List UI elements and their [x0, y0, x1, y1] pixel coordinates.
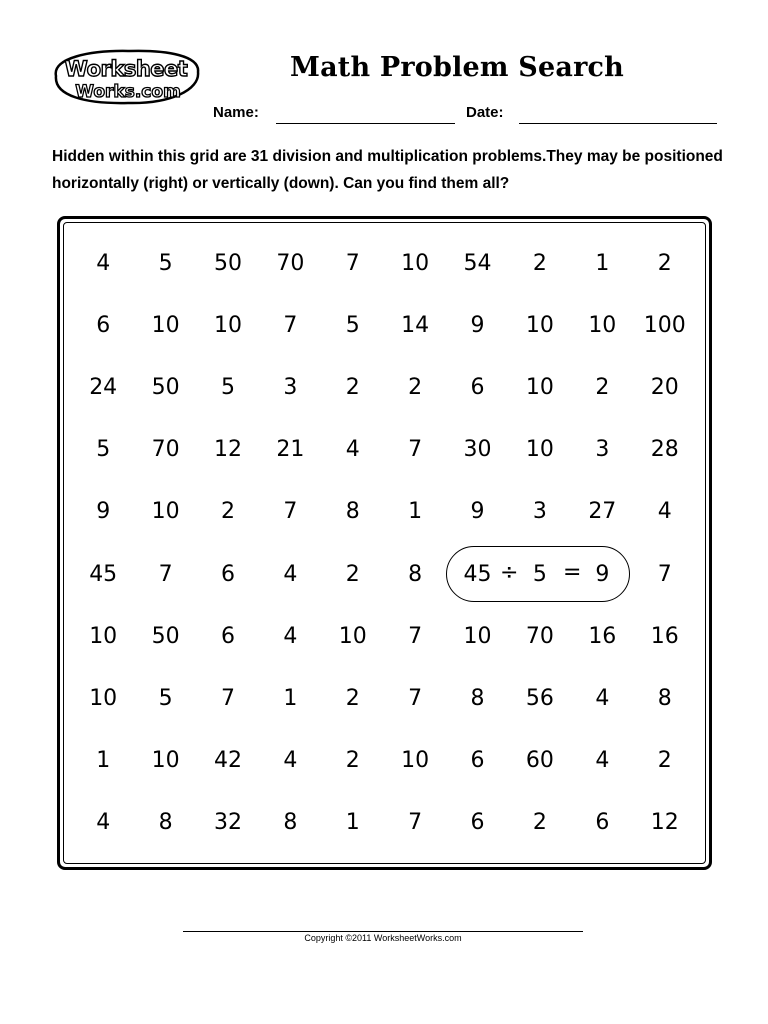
grid-cell[interactable]: 6	[220, 623, 235, 649]
grid-cell[interactable]: 3	[532, 499, 547, 525]
grid-cell[interactable]: 7	[408, 685, 423, 711]
date-field[interactable]	[519, 123, 717, 124]
grid-cell[interactable]: 10	[463, 623, 492, 649]
grid-cell[interactable]: 70	[525, 623, 554, 649]
grid-cell[interactable]: 6	[96, 312, 111, 338]
grid-cell[interactable]: 6	[470, 374, 485, 400]
grid-cell[interactable]: 7	[220, 685, 235, 711]
grid-cell[interactable]: 6	[470, 748, 485, 774]
grid-cell[interactable]: 10	[338, 623, 367, 649]
grid-cell[interactable]: 2	[345, 748, 360, 774]
grid-cell[interactable]: 12	[213, 437, 242, 463]
grid-cell[interactable]: 2	[345, 685, 360, 711]
number-grid	[72, 232, 696, 856]
grid-cell[interactable]: 45	[463, 561, 492, 587]
grid-cell[interactable]: 50	[213, 250, 242, 276]
grid-cell[interactable]: 30	[463, 437, 492, 463]
grid-cell[interactable]: 7	[283, 312, 298, 338]
grid-cell[interactable]: 8	[408, 561, 423, 587]
grid-cell[interactable]: 6	[470, 810, 485, 836]
grid-cell[interactable]: 10	[525, 374, 554, 400]
grid-cell[interactable]: 1	[408, 499, 423, 525]
grid-cell[interactable]: 8	[345, 499, 360, 525]
grid-cell[interactable]: 10	[213, 312, 242, 338]
logo-text-line2: Works.com	[75, 82, 181, 102]
instructions-text: Hidden within this grid are 31 division and multiplication problems.They may be positioned horizontally (right) or vertically (down). Can you find them all?	[52, 148, 723, 192]
grid-cell[interactable]: 5	[158, 685, 173, 711]
example-divide-symbol: ÷	[500, 560, 519, 585]
grid-cell[interactable]: 27	[588, 499, 617, 525]
grid-cell[interactable]: 2	[657, 748, 672, 774]
name-label: Name:	[213, 104, 259, 121]
grid-cell[interactable]: 21	[276, 437, 305, 463]
grid-cell[interactable]: 9	[470, 499, 485, 525]
grid-cell[interactable]: 6	[595, 810, 610, 836]
grid-cell[interactable]: 54	[463, 250, 492, 276]
grid-cell[interactable]: 7	[408, 623, 423, 649]
grid-cell[interactable]: 1	[96, 748, 111, 774]
grid-cell[interactable]: 10	[588, 312, 617, 338]
grid-cell[interactable]: 24	[89, 374, 118, 400]
grid-cell[interactable]: 100	[643, 312, 686, 338]
grid-cell[interactable]: 70	[151, 437, 180, 463]
grid-cell[interactable]: 7	[657, 561, 672, 587]
grid-cell[interactable]: 4	[283, 748, 298, 774]
grid-cell[interactable]: 42	[213, 748, 242, 774]
grid-cell[interactable]: 5	[532, 561, 547, 587]
grid-cell[interactable]: 10	[89, 623, 118, 649]
grid-cell[interactable]: 4	[283, 561, 298, 587]
grid-cell[interactable]: 4	[96, 250, 111, 276]
grid-cell[interactable]: 9	[470, 312, 485, 338]
grid-cell[interactable]: 12	[650, 810, 679, 836]
grid-cell[interactable]: 5	[345, 312, 360, 338]
grid-cell[interactable]: 1	[345, 810, 360, 836]
worksheet-title: Math Problem Search	[290, 52, 624, 83]
grid-cell[interactable]: 45	[89, 561, 118, 587]
grid-cell[interactable]: 2	[408, 374, 423, 400]
grid-cell[interactable]: 9	[595, 561, 610, 587]
grid-cell[interactable]: 3	[595, 437, 610, 463]
grid-cell[interactable]: 1	[595, 250, 610, 276]
date-label: Date:	[466, 104, 504, 121]
grid-cell[interactable]: 2	[657, 250, 672, 276]
logo-text-line1: Worksheet	[64, 57, 188, 81]
grid-cell[interactable]: 3	[283, 374, 298, 400]
grid-cell[interactable]: 7	[283, 499, 298, 525]
grid-cell[interactable]: 10	[151, 312, 180, 338]
grid-cell[interactable]: 2	[532, 810, 547, 836]
grid-cell[interactable]: 1	[283, 685, 298, 711]
grid-cell[interactable]: 28	[650, 437, 679, 463]
grid-cell[interactable]: 32	[213, 810, 242, 836]
grid-cell[interactable]: 14	[401, 312, 430, 338]
grid-cell[interactable]: 4	[283, 623, 298, 649]
grid-cell[interactable]: 7	[408, 437, 423, 463]
grid-cell[interactable]: 6	[220, 561, 235, 587]
grid-cell[interactable]: 16	[588, 623, 617, 649]
copyright-text: Copyright ©2011 WorksheetWorks.com	[304, 933, 462, 943]
grid-cell[interactable]: 4	[595, 748, 610, 774]
grid-cell[interactable]: 10	[151, 499, 180, 525]
grid-cell[interactable]: 16	[650, 623, 679, 649]
grid-cell[interactable]: 60	[525, 748, 554, 774]
grid-cell[interactable]: 10	[525, 312, 554, 338]
grid-cell[interactable]: 8	[470, 685, 485, 711]
grid-cell[interactable]: 7	[345, 250, 360, 276]
grid-cell[interactable]: 4	[657, 499, 672, 525]
grid-cell[interactable]: 5	[96, 437, 111, 463]
grid-cell[interactable]: 50	[151, 623, 180, 649]
name-field[interactable]	[276, 123, 455, 124]
grid-cell[interactable]: 10	[89, 685, 118, 711]
grid-cell[interactable]: 5	[158, 250, 173, 276]
grid-cell[interactable]: 2	[345, 561, 360, 587]
grid-cell[interactable]: 4	[96, 810, 111, 836]
grid-cell[interactable]: 9	[96, 499, 111, 525]
grid-cell[interactable]: 2	[532, 250, 547, 276]
grid-cell[interactable]: 8	[158, 810, 173, 836]
grid-cell[interactable]: 5	[220, 374, 235, 400]
grid-cell[interactable]: 10	[401, 748, 430, 774]
grid-cell[interactable]: 8	[657, 685, 672, 711]
example-equals-symbol: =	[563, 560, 582, 585]
grid-cell[interactable]: 10	[401, 250, 430, 276]
grid-cell[interactable]: 8	[283, 810, 298, 836]
grid-cell[interactable]: 10	[151, 748, 180, 774]
grid-cell[interactable]: 50	[151, 374, 180, 400]
grid-cell[interactable]: 4	[595, 685, 610, 711]
grid-cell[interactable]: 2	[345, 374, 360, 400]
grid-cell[interactable]: 7	[158, 561, 173, 587]
worksheetworks-logo	[50, 46, 202, 110]
grid-cell[interactable]: 10	[525, 437, 554, 463]
footer-divider	[183, 931, 583, 932]
grid-cell[interactable]: 56	[525, 685, 554, 711]
grid-cell[interactable]: 7	[408, 810, 423, 836]
grid-cell[interactable]: 70	[276, 250, 305, 276]
grid-cell[interactable]: 2	[595, 374, 610, 400]
grid-cell[interactable]: 4	[345, 437, 360, 463]
grid-cell[interactable]: 20	[650, 374, 679, 400]
grid-cell[interactable]: 2	[220, 499, 235, 525]
